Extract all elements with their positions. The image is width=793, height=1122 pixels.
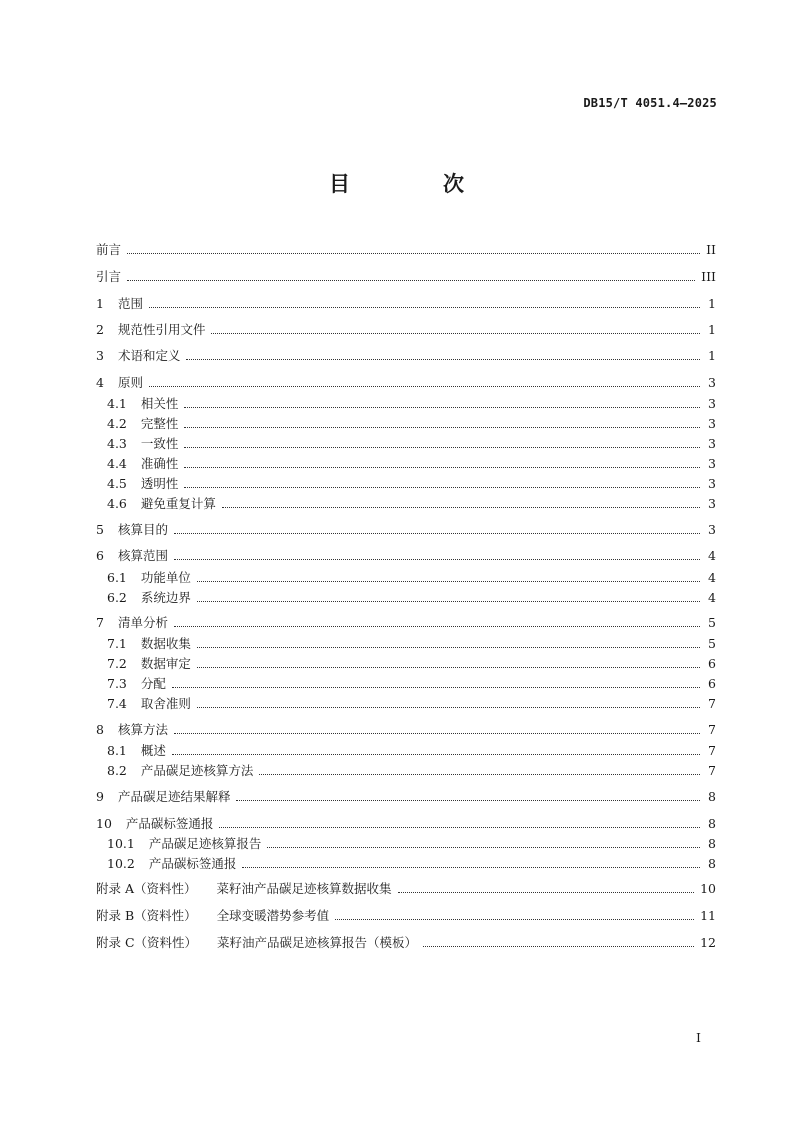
toc-number: 5: [96, 522, 104, 537]
toc-entry-6[interactable]: [96, 547, 716, 565]
toc-label: 数据审定: [140, 656, 191, 671]
toc-entry-4-3[interactable]: [96, 435, 716, 453]
dot-leader: [267, 846, 700, 848]
toc-page-number: 3: [708, 476, 716, 491]
toc-page-number: 8: [708, 816, 716, 831]
dot-leader: [211, 332, 700, 334]
toc-label: 完整性: [140, 416, 179, 431]
dot-leader: [127, 252, 700, 254]
dot-leader: [172, 753, 700, 755]
toc-entry-6-2[interactable]: [96, 589, 716, 607]
toc-page-number: 3: [708, 375, 716, 390]
dot-leader: [184, 406, 700, 408]
toc-page-number: 4: [708, 590, 716, 605]
dot-leader: [398, 891, 695, 893]
toc-number: 附录 C（资料性）: [96, 935, 198, 950]
toc-number: 7: [96, 615, 104, 630]
toc-entry-7[interactable]: [96, 614, 716, 632]
toc-label: 核算目的: [117, 522, 168, 537]
dot-leader: [423, 945, 694, 947]
toc-page-number: 4: [708, 548, 716, 563]
toc-page-number: 4: [708, 570, 716, 585]
toc-entry-4-6[interactable]: [96, 495, 716, 513]
toc-number: 7.4: [107, 696, 127, 711]
toc-entry-4-4[interactable]: [96, 455, 716, 473]
toc-entry-10-1[interactable]: [96, 835, 716, 853]
toc-page-number: 5: [708, 636, 716, 651]
dot-leader: [197, 706, 700, 708]
document-code: DB15/T 4051.4—2025: [583, 96, 717, 110]
toc-entry-1[interactable]: [96, 295, 716, 313]
toc-number: 4.1: [107, 396, 127, 411]
toc-page-number: 8: [708, 836, 716, 851]
toc-label: 产品碳足迹结果解释: [117, 789, 231, 804]
toc-label: 产品碳标签通报: [125, 816, 214, 831]
toc-label: 规范性引用文件: [117, 322, 206, 337]
toc-number: 8: [96, 722, 104, 737]
toc-number: 附录 B（资料性）: [96, 908, 197, 923]
toc-page-number: II: [706, 242, 716, 257]
toc-label: 避免重复计算: [140, 496, 216, 511]
toc-number: 4.2: [107, 416, 127, 431]
toc-label: 原则: [117, 375, 143, 390]
dot-leader: [242, 866, 700, 868]
toc-label: 清单分析: [117, 615, 168, 630]
toc-entry-7-3[interactable]: [96, 675, 716, 693]
toc-page-number: 1: [708, 296, 716, 311]
toc-page-number: 7: [708, 696, 716, 711]
toc-page-number: 11: [700, 908, 716, 923]
toc-label: 核算方法: [117, 722, 168, 737]
toc-label: 透明性: [140, 476, 179, 491]
toc-entry-annex-a[interactable]: [96, 880, 716, 898]
toc-label: 数据收集: [140, 636, 191, 651]
toc-entry-foreword[interactable]: [96, 241, 716, 259]
dot-leader: [236, 799, 700, 801]
toc-page-number: 12: [700, 935, 716, 950]
footer-page-number: I: [696, 1030, 701, 1045]
toc-entry-10[interactable]: [96, 815, 716, 833]
toc-page-number: 7: [708, 722, 716, 737]
toc-entry-annex-c[interactable]: [96, 934, 716, 952]
toc-number: 7.3: [107, 676, 127, 691]
toc-entry-8-2[interactable]: [96, 762, 716, 780]
toc-entry-8[interactable]: [96, 721, 716, 739]
dot-leader: [184, 446, 700, 448]
toc-page-number: 3: [708, 396, 716, 411]
toc-label: 全球变暖潜势参考值: [216, 908, 330, 923]
toc-entry-4-2[interactable]: [96, 415, 716, 433]
toc-page-number: 7: [708, 763, 716, 778]
dot-leader: [222, 506, 700, 508]
dot-leader: [184, 486, 700, 488]
toc-entry-4[interactable]: [96, 374, 716, 392]
dot-leader: [197, 580, 700, 582]
toc-page-number: 3: [708, 496, 716, 511]
toc-number: 4.4: [107, 456, 127, 471]
toc-number: 4.6: [107, 496, 127, 511]
toc-page-number: 1: [708, 322, 716, 337]
toc-number: 2: [96, 322, 104, 337]
toc-number: 7.2: [107, 656, 127, 671]
dot-leader: [197, 646, 700, 648]
dot-leader: [174, 558, 700, 560]
toc-number: 10.1: [107, 836, 135, 851]
dot-leader: [197, 600, 700, 602]
toc-label: 菜籽油产品碳足迹核算数据收集: [216, 881, 392, 896]
toc-number: 6: [96, 548, 104, 563]
toc-label: 相关性: [140, 396, 179, 411]
toc-label: 分配: [140, 676, 166, 691]
toc-entry-8-1[interactable]: [96, 742, 716, 760]
toc-label: 范围: [117, 296, 143, 311]
toc-label: 准确性: [140, 456, 179, 471]
toc-page-number: 3: [708, 436, 716, 451]
toc-label: 核算范围: [117, 548, 168, 563]
toc-page-number: III: [701, 269, 716, 284]
dot-leader: [172, 686, 700, 688]
toc-label: 产品碳足迹核算报告: [148, 836, 262, 851]
toc-label: 功能单位: [140, 570, 191, 585]
dot-leader: [149, 306, 700, 308]
toc-entry-5[interactable]: [96, 521, 716, 539]
toc-number: 4: [96, 375, 104, 390]
toc-entry-2[interactable]: [96, 321, 716, 339]
toc-label: 产品碳足迹核算方法: [140, 763, 254, 778]
toc-page-number: 3: [708, 522, 716, 537]
toc-entry-7-4[interactable]: [96, 695, 716, 713]
toc-page-number: 8: [708, 856, 716, 871]
dot-leader: [197, 666, 700, 668]
toc-entry-7-2[interactable]: [96, 655, 716, 673]
toc-page-number: 5: [708, 615, 716, 630]
toc-page-number: 8: [708, 789, 716, 804]
toc-page-number: 3: [708, 456, 716, 471]
toc-entry-6-1[interactable]: [96, 569, 716, 587]
toc-entry-4-5[interactable]: [96, 475, 716, 493]
toc-label: 一致性: [140, 436, 179, 451]
toc-label: 产品碳标签通报: [148, 856, 237, 871]
toc-page-number: 3: [708, 416, 716, 431]
toc-entry-3[interactable]: [96, 347, 716, 365]
dot-leader: [174, 532, 700, 534]
dot-leader: [174, 625, 700, 627]
toc-entry-annex-b[interactable]: [96, 907, 716, 925]
toc-entry-7-1[interactable]: [96, 635, 716, 653]
toc-number: 8.1: [107, 743, 127, 758]
dot-leader: [219, 826, 700, 828]
toc-number: 9: [96, 789, 104, 804]
page-title: 目 次: [329, 172, 500, 196]
toc-entry-4-1[interactable]: [96, 395, 716, 413]
dot-leader: [186, 358, 700, 360]
toc-number: 8.2: [107, 763, 127, 778]
toc-number: 6.1: [107, 570, 127, 585]
table-of-contents: [96, 0, 716, 1122]
dot-leader: [184, 466, 700, 468]
toc-label: 概述: [140, 743, 166, 758]
dot-leader: [174, 732, 700, 734]
toc-number: 10.2: [107, 856, 135, 871]
toc-label: 术语和定义: [117, 348, 181, 363]
toc-page-number: 6: [708, 656, 716, 671]
toc-number: 10: [96, 816, 112, 831]
toc-number: 4.3: [107, 436, 127, 451]
toc-page-number: 1: [708, 348, 716, 363]
toc-label: 前言: [96, 242, 122, 257]
toc-entry-9[interactable]: [96, 788, 716, 806]
toc-number: 7.1: [107, 636, 127, 651]
toc-label: 菜籽油产品碳足迹核算报告（模板）: [217, 935, 418, 950]
dot-leader: [335, 918, 694, 920]
dot-leader: [127, 279, 695, 281]
dot-leader: [149, 385, 700, 387]
toc-entry-10-2[interactable]: [96, 855, 716, 873]
dot-leader: [184, 426, 700, 428]
toc-number: 3: [96, 348, 104, 363]
toc-number: 4.5: [107, 476, 127, 491]
toc-label: 取舍准则: [140, 696, 191, 711]
toc-number: 1: [96, 296, 104, 311]
toc-label: 系统边界: [140, 590, 191, 605]
toc-number: 附录 A（资料性）: [96, 881, 197, 896]
toc-number: 6.2: [107, 590, 127, 605]
toc-page-number: 7: [708, 743, 716, 758]
toc-label: 引言: [96, 269, 122, 284]
toc-page-number: 10: [700, 881, 716, 896]
toc-page-number: 6: [708, 676, 716, 691]
dot-leader: [259, 773, 700, 775]
toc-entry-introduction[interactable]: [96, 268, 716, 286]
